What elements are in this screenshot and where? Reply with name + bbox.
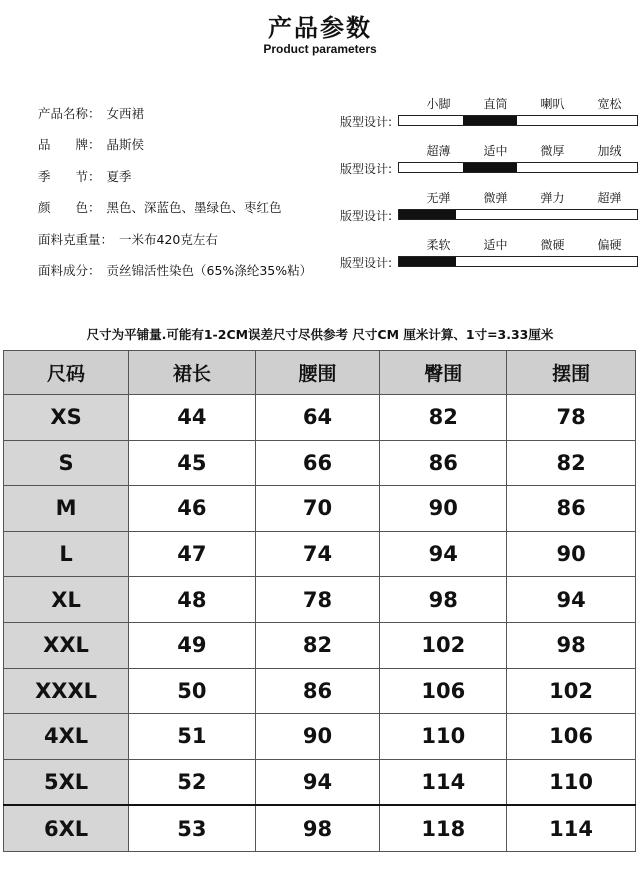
- measurement-cell: 110: [507, 759, 636, 805]
- measurement-cell: 70: [255, 486, 380, 532]
- scale-option: 超薄: [426, 144, 451, 158]
- page-title: 产品参数: [268, 14, 372, 42]
- measurement-cell: 106: [507, 714, 636, 760]
- size-cell: 5XL: [4, 759, 129, 805]
- table-row: [4, 759, 636, 805]
- measurement-cell: 94: [380, 531, 507, 577]
- scale-name: 版型设计:: [340, 209, 393, 223]
- measurement-note: 尺寸为平铺量.可能有1-2CM误差尺寸尽供参考 尺寸CM 厘米计算、1寸=3.33厘米: [86, 327, 554, 342]
- size-cell: L: [4, 531, 129, 577]
- size-cell: XS: [4, 395, 129, 441]
- scale-thickness: [340, 142, 640, 189]
- measurement-cell: 106: [380, 668, 507, 714]
- measurement-cell: 82: [380, 395, 507, 441]
- size-table: [3, 350, 636, 852]
- measurement-cell: 66: [255, 440, 380, 486]
- size-cell: M: [4, 486, 129, 532]
- scale-name: 版型设计:: [340, 115, 393, 129]
- measurement-cell: 46: [129, 486, 256, 532]
- measurement-cell: 94: [255, 759, 380, 805]
- measurement-cell: 86: [507, 486, 636, 532]
- attr-row: 品 牌 ： 晶斯侯: [38, 137, 145, 153]
- attr-label: 季 节: [38, 168, 89, 184]
- measurement-cell: 49: [129, 622, 256, 668]
- table-row: [4, 714, 636, 760]
- attr-row: 颜 色 ： 黑色、深蓝色、墨绿色、枣红色: [38, 200, 282, 216]
- scale-option: 超弹: [597, 191, 622, 205]
- scale-indicator: [399, 210, 456, 219]
- measurement-cell: 86: [255, 668, 380, 714]
- attr-label: 面料克重量: [38, 231, 101, 247]
- scale-option: 微弹: [483, 191, 508, 205]
- scale-option: 喇叭: [540, 97, 565, 111]
- page-subtitle: Product parameters: [263, 42, 377, 56]
- measurement-cell: 44: [129, 395, 256, 441]
- scale-bar: [398, 162, 638, 173]
- attr-value: 夏季: [106, 168, 132, 184]
- table-row: [4, 395, 636, 441]
- measurement-cell: 98: [380, 577, 507, 623]
- table-row: [4, 486, 636, 532]
- scale-option: 偏硬: [597, 238, 622, 252]
- measurement-cell: 98: [255, 805, 380, 851]
- attr-row: 面料成分 ： 贡丝锦活性染色（65%涤纶35%粘）: [38, 263, 313, 279]
- measurement-cell: 114: [507, 805, 636, 851]
- measurement-cell: 47: [129, 531, 256, 577]
- scale-option: 直筒: [483, 97, 508, 111]
- scale-softness: [340, 236, 640, 283]
- attr-row: 季 节 ： 夏季: [38, 168, 132, 184]
- table-row: [4, 805, 636, 851]
- scale-option: 适中: [483, 238, 508, 252]
- scale-bar: [398, 256, 638, 267]
- table-row: [4, 577, 636, 623]
- attr-label: 品 牌: [38, 137, 89, 153]
- scale-indicator: [463, 163, 517, 172]
- measurement-cell: 50: [129, 668, 256, 714]
- scale-option: 适中: [483, 144, 508, 158]
- measurement-cell: 110: [380, 714, 507, 760]
- attr-value: 一米布420克左右: [119, 231, 218, 247]
- table-header-row: [4, 351, 636, 395]
- attr-row: 产品名称 ： 女西裙: [38, 105, 145, 121]
- measurement-cell: 102: [507, 668, 636, 714]
- scale-option: 小脚: [426, 97, 451, 111]
- scale-option: 微硬: [540, 238, 565, 252]
- measurement-cell: 45: [129, 440, 256, 486]
- size-cell: XXL: [4, 622, 129, 668]
- attr-value: 晶斯侯: [106, 137, 145, 153]
- size-cell: XL: [4, 577, 129, 623]
- measurement-cell: 102: [380, 622, 507, 668]
- measurement-cell: 78: [507, 395, 636, 441]
- scale-fit: [340, 95, 640, 142]
- measurement-cell: 90: [507, 531, 636, 577]
- measurement-cell: 90: [255, 714, 380, 760]
- table-row: [4, 622, 636, 668]
- scale-option: 微厚: [540, 144, 565, 158]
- measurement-cell: 53: [129, 805, 256, 851]
- size-cell: 4XL: [4, 714, 129, 760]
- design-scales: [340, 95, 640, 283]
- size-cell: 6XL: [4, 805, 129, 851]
- measurement-cell: 86: [380, 440, 507, 486]
- measurement-cell: 90: [380, 486, 507, 532]
- attr-label: 面料成分: [38, 263, 89, 279]
- scale-option: 柔软: [426, 238, 451, 252]
- attr-value: 女西裙: [106, 105, 145, 121]
- table-row: [4, 531, 636, 577]
- scale-name: 版型设计:: [340, 256, 393, 270]
- scale-elasticity: [340, 189, 640, 236]
- attr-row: 面料克重量 ： 一米布420克左右: [38, 231, 218, 247]
- measurement-cell: 51: [129, 714, 256, 760]
- measurement-cell: 64: [255, 395, 380, 441]
- column-header: 尺码: [4, 351, 129, 395]
- attribute-list: [38, 97, 338, 286]
- measurement-cell: 118: [380, 805, 507, 851]
- column-header: 臀围: [380, 351, 507, 395]
- measurement-cell: 82: [255, 622, 380, 668]
- size-cell: S: [4, 440, 129, 486]
- scale-indicator: [399, 257, 456, 266]
- measurement-cell: 74: [255, 531, 380, 577]
- scale-option: 宽松: [597, 97, 622, 111]
- measurement-cell: 82: [507, 440, 636, 486]
- measurement-cell: 48: [129, 577, 256, 623]
- measurement-cell: 98: [507, 622, 636, 668]
- column-header: 裙长: [129, 351, 256, 395]
- attr-label: 产品名称: [38, 105, 89, 121]
- column-header: 腰围: [255, 351, 380, 395]
- table-row: [4, 668, 636, 714]
- size-cell: XXXL: [4, 668, 129, 714]
- measurement-cell: 78: [255, 577, 380, 623]
- scale-bar: [398, 115, 638, 126]
- measurement-cell: 114: [380, 759, 507, 805]
- column-header: 摆围: [507, 351, 636, 395]
- scale-option: 无弹: [426, 191, 451, 205]
- scale-option: 加绒: [597, 144, 622, 158]
- attr-label: 颜 色: [38, 200, 89, 216]
- measurement-cell: 94: [507, 577, 636, 623]
- scale-name: 版型设计:: [340, 162, 393, 176]
- attr-value: 黑色、深蓝色、墨绿色、枣红色: [106, 200, 282, 216]
- attr-value: 贡丝锦活性染色（65%涤纶35%粘）: [106, 263, 313, 279]
- scale-bar: [398, 209, 638, 220]
- table-row: [4, 440, 636, 486]
- table-body: [4, 395, 636, 852]
- measurement-cell: 52: [129, 759, 256, 805]
- scale-option: 弹力: [540, 191, 565, 205]
- scale-indicator: [463, 116, 517, 125]
